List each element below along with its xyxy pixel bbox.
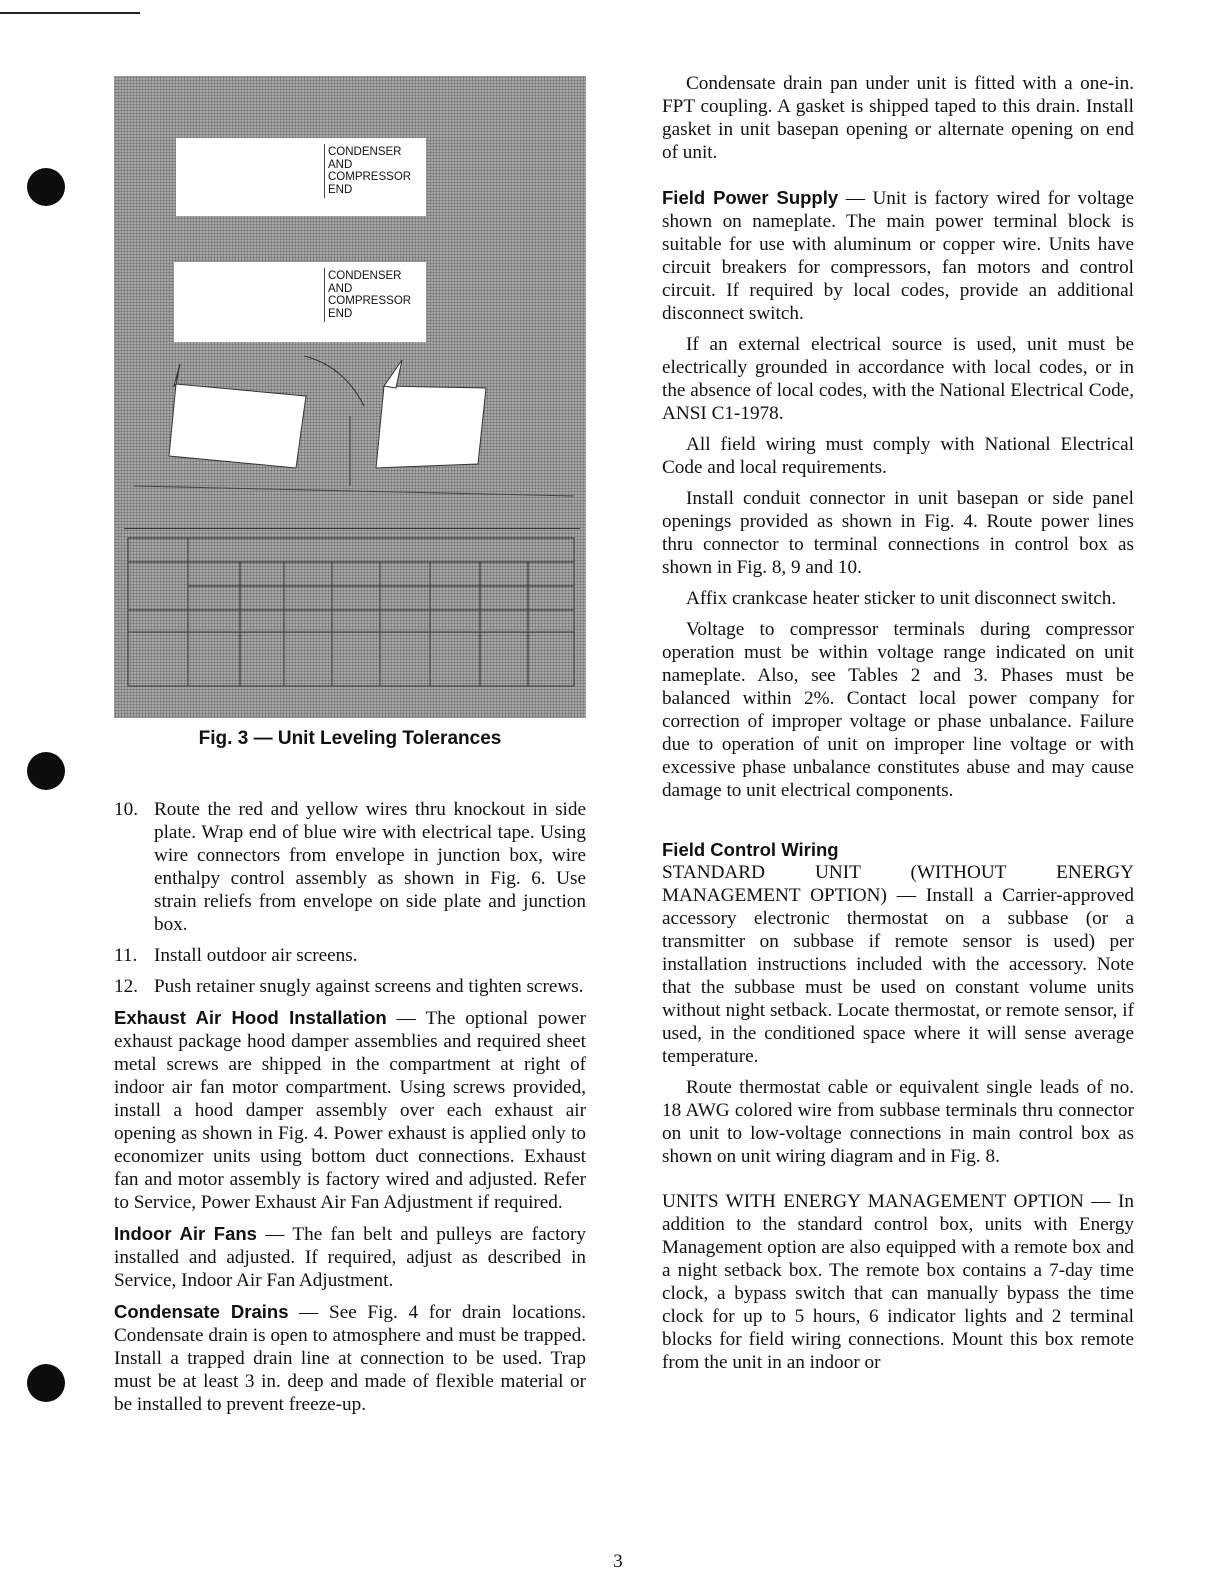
top-rule bbox=[0, 12, 140, 14]
list-item bbox=[114, 944, 586, 967]
field-control-wiring-heading: Field Control Wiring bbox=[662, 839, 839, 860]
table-rule bbox=[124, 528, 580, 529]
left-column bbox=[114, 798, 586, 1416]
tilt-arc bbox=[304, 356, 364, 406]
right-column bbox=[662, 72, 1134, 1374]
tilt-diagram bbox=[114, 346, 586, 546]
label-line: AND bbox=[328, 282, 353, 295]
standard-unit-paragraph bbox=[662, 861, 1134, 1068]
exhaust-air-hood-text: — The optional power exhaust package hood damper assemblies and required sheet metal screws are shipped in the compartment at right of indoor air fan motor compartment. Using screws provided, install a hood damper assembly over each exhaust air opening as shown in Fig. 4. Power exhaust is applied only to economizer units using bottom duct connections. Exhaust fan and motor assembly is factory wired and adjusted. Refer to Service, Power Exhaust Air Fan Adjustment if required. bbox=[114, 1008, 586, 1213]
condensate-drains-text: — See Fig. 4 for drain locations. Condensate drain is open to atmosphere and must be trapped. Install a trapped drain line at connection to be used. Trap must be at least 3 in. deep and made of flexible material or be installed to prevent freeze-up. bbox=[114, 1302, 586, 1415]
condensate-drains-paragraph bbox=[114, 1300, 586, 1416]
list-number: 12. bbox=[114, 976, 138, 997]
condenser-label-mid bbox=[324, 268, 413, 322]
list-text: Route the red and yellow wires thru knockout in side plate. Wrap end of blue wire with electrical tape. Using wire connectors from envelope in junction box, wire enthalpy control assembly as shown in Fig. 6. Use strain reliefs from envelope on side plate and junction box. bbox=[154, 799, 586, 935]
label-line: COMPRESSOR bbox=[328, 171, 412, 183]
list-number: 10. bbox=[114, 799, 138, 820]
figure-caption: Fig. 3 — Unit Leveling Tolerances bbox=[198, 728, 502, 749]
label-line: COMPRESSOR bbox=[328, 295, 412, 307]
horizontal-reference-line bbox=[134, 486, 574, 496]
list-item bbox=[114, 798, 586, 936]
standard-unit-text: — Install a Carrier-approved accessory electronic thermostat on a subbase (or a transmitter on subbase if remote sensor is used) per installation instructions included with the accessory. Note that the subbase must be used on constant volume units without night setback. Locate thermostat, or remote sensor, if used, in the conditioned space where it will sense average temperature. bbox=[662, 885, 1134, 1067]
drain-pan-paragraph: Condensate drain pan under unit is fitted with a one-in. FPT coupling. A gasket is shipped taped to this drain. Install gasket in unit basepan opening or alternate opening on end of unit. bbox=[662, 73, 1134, 163]
condensate-drains-heading: Condensate Drains bbox=[114, 1301, 289, 1322]
indoor-air-fans-heading: Indoor Air Fans bbox=[114, 1223, 257, 1244]
field-power-text: — Unit is factory wired for voltage shown on nameplate. The main power terminal block is suitable for use with aluminum or copper wire. Units have circuit breakers for compressors, fan motors and control circuit. If required by local codes, provide an additional disconnect switch. bbox=[662, 188, 1134, 324]
page-number: 3 bbox=[613, 1551, 623, 1572]
field-wiring-paragraph: All field wiring must comply with National Electrical Code and local requirements. bbox=[662, 434, 1134, 478]
standard-unit-lead: STANDARD UNIT (WITHOUT ENERGY MANAGEMENT OPTION) bbox=[662, 862, 1134, 906]
field-power-heading: Field Power Supply bbox=[662, 187, 839, 208]
list-item bbox=[114, 975, 586, 998]
sticker-paragraph: Affix crankcase heater sticker to unit disconnect switch. bbox=[686, 588, 1117, 609]
label-line: END bbox=[328, 183, 353, 196]
list-text: Install outdoor air screens. bbox=[154, 945, 358, 966]
unit-leveling-figure bbox=[114, 76, 586, 718]
condenser-label-top bbox=[324, 144, 413, 198]
indoor-air-fans-paragraph bbox=[114, 1222, 586, 1292]
conduit-paragraph: Install conduit connector in unit basepan or side panel openings provided as shown in Fig. 4. Route power lines thru connector to terminal connections in control box as shown in Fig. 8, 9 and 10. bbox=[662, 488, 1134, 578]
dimensions-table-grid bbox=[114, 536, 586, 706]
punch-hole-middle bbox=[27, 752, 65, 790]
label-line: AND bbox=[328, 158, 353, 171]
exhaust-air-hood-heading: Exhaust Air Hood Installation bbox=[114, 1007, 387, 1028]
tilted-unit-left bbox=[169, 384, 306, 468]
route-thermostat-paragraph: Route thermostat cable or equivalent single leads of no. 18 AWG colored wire from subbase terminals thru connector on unit to low-voltage connections in main control box as shown on unit wiring diagram and in Fig. 8. bbox=[662, 1077, 1134, 1167]
field-power-paragraph bbox=[662, 186, 1134, 325]
label-line: CONDENSER bbox=[328, 270, 402, 282]
list-text: Push retainer snugly against screens and tighten screws. bbox=[154, 976, 584, 997]
punch-hole-top bbox=[27, 168, 65, 206]
tilted-unit-left-flap bbox=[174, 364, 180, 386]
list-number: 11. bbox=[114, 945, 138, 966]
voltage-paragraph: Voltage to compressor terminals during compressor operation must be within voltage range indicated on unit nameplate. Also, see Tables 2 and 3. Phases must be balanced within 2%. Contact local power company for correction of improper voltage or phase unbalance. Failure due to operation of unit on improper line voltage or with excessive phase unbalance constitutes abuse and may cause damage to unit electrical components. bbox=[662, 619, 1134, 801]
tilted-unit-right bbox=[376, 386, 486, 468]
energy-management-paragraph bbox=[662, 1190, 1134, 1374]
label-line: CONDENSER bbox=[328, 146, 402, 158]
external-source-paragraph: If an external electrical source is used, unit must be electrically grounded in accordance with local codes, or in the absence of local codes, with the National Electrical Code, ANSI C1-1978. bbox=[662, 334, 1134, 424]
exhaust-air-hood-paragraph bbox=[114, 1006, 586, 1214]
energy-management-lead: UNITS WITH ENERGY MANAGEMENT OPTION bbox=[662, 1191, 1084, 1212]
energy-management-text: — In addition to the standard control box, units with Energy Management option are also equipped with a remote box and a night setback box. The remote box contains a 7-day time clock, a bypass switch that can manually bypass the time clock for up to 5 hours, 6 indicator lights and 2 terminal blocks for field wiring connections. Mount this box remote from the unit in an indoor or bbox=[662, 1191, 1134, 1373]
tilted-unit-right-flap bbox=[384, 360, 402, 388]
indoor-air-fans-text: — The fan belt and pulleys are factory installed and adjusted. If required, adjust as described in Service, Indoor Air Fan Adjustment. bbox=[114, 1224, 587, 1291]
label-line: END bbox=[328, 307, 353, 320]
punch-hole-bottom bbox=[27, 1364, 65, 1402]
